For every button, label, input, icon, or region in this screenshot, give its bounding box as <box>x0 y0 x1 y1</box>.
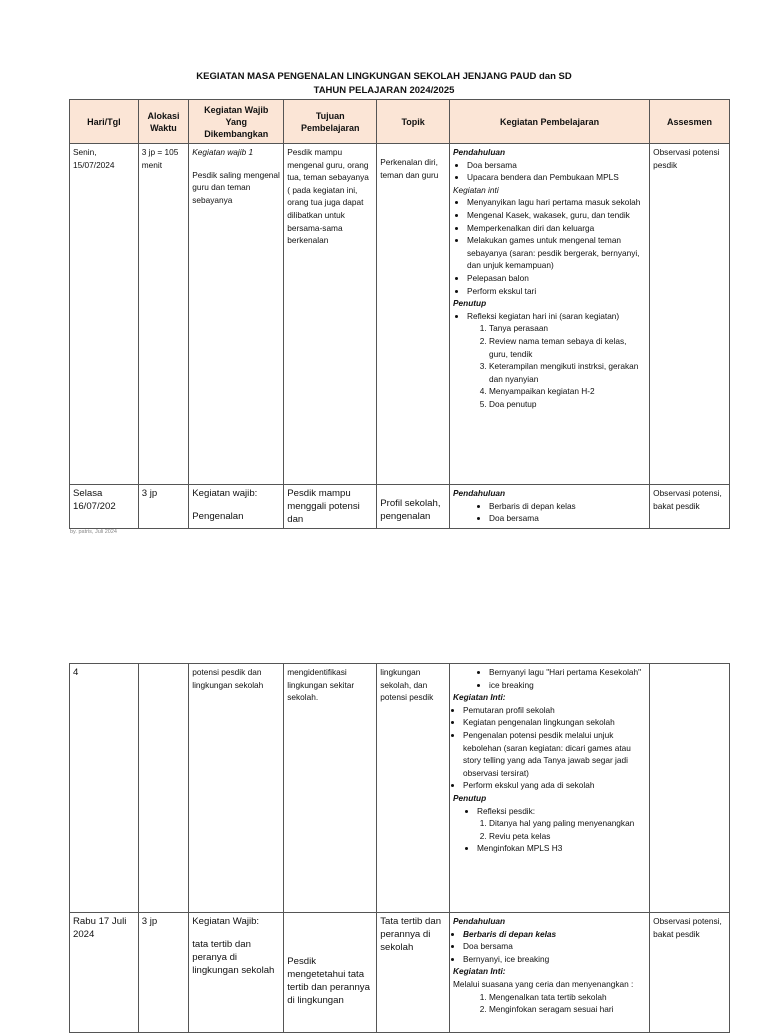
list-item: 4. Menyampaikan kegiatan H-2 <box>489 385 646 398</box>
header-assesmen: Assesmen <box>650 100 730 144</box>
list-item: • Bernyanyi lagu "Hari pertama Kesekolah" <box>489 666 646 679</box>
time-cell: 3 jp <box>138 913 189 1033</box>
day-cell: 4 <box>70 664 139 913</box>
assesmen-cell: Observasi potensi, bakat pesdik <box>650 913 730 1033</box>
list-item: • Refleksi pesdik: <box>477 805 646 818</box>
kegiatan-cell: Pendahuluan • Doa bersama • Upacara bendera dan Pembukaan MPLS Kegiatan inti • Menyanyikan lagu hari pertama masuk sekolah • Mengenal Kasek, wakasek, guru, dan tendik • Memperkenalkan diri dan keluarga • Melakukan games untuk mengenal teman sebayanya (saran: pesdik bergerak, bernyanyi, dan unjuk kemampuan) • Pelepasan balon • Perform ekskul tari Penutup • Refleksi kegiatan hari ini (saran kegiatan) 1. Tanya perasaan 2. Review nama teman sebaya di kelas, guru, tendik 3. Keterampilan mengikuti instrksi, gerakan dan nyanyian 4. Menyampaikan kegiatan H-2 5. Doa penutup <box>450 144 650 485</box>
list-item: • Berbaris di depan kelas <box>489 500 646 513</box>
list-item: • Perform ekskul tari <box>467 285 646 298</box>
list-item: • Doa bersama <box>489 512 646 525</box>
list-item: 2. Review nama teman sebaya di kelas, guru, tendik <box>489 335 646 360</box>
list-item: 5. Doa penutup <box>489 398 646 411</box>
header-kegiatan: Kegiatan Pembelajaran <box>450 100 650 144</box>
list-item: • Upacara bendera dan Pembukaan MPLS <box>467 171 646 184</box>
list-item: • Kegiatan pengenalan lingkungan sekolah <box>463 716 646 729</box>
document-title: KEGIATAN MASA PENGENALAN LINGKUNGAN SEKOLAH JENJANG PAUD dan SD <box>196 71 572 82</box>
topik-cell: Perkenalan diri, teman dan guru <box>377 144 450 485</box>
assesmen-cell <box>650 664 730 913</box>
kegiatan-cell: Pendahuluan • Berbaris di depan kelas • Doa bersama <box>450 485 650 529</box>
list-item: • Mengenal Kasek, wakasek, guru, dan tendik <box>467 209 646 222</box>
list-item: • Menyanyikan lagu hari pertama masuk sekolah <box>467 196 646 209</box>
list-item: • Menginfokan MPLS H3 <box>477 842 646 855</box>
list-item: • Berbaris di depan kelas <box>463 928 646 941</box>
list-item: 1. Tanya perasaan <box>489 322 646 335</box>
activity-table-page1 <box>69 99 730 529</box>
tujuan-cell: Pesdik mampu menggali potensi dan <box>284 485 377 529</box>
list-item: • ice breaking <box>489 679 646 692</box>
table-header-row <box>70 100 730 144</box>
wajib-cell: Kegiatan wajib: Pengenalan <box>189 485 284 529</box>
kegiatan-cell: Pendahuluan • Berbaris di depan kelas • Doa bersama • Bernyanyi, ice breaking Kegiatan Inti: Melalui suasana yang ceria dan menyenangkan : 1. Mengenalkan tata tertib sekolah 2. Menginfokan seragam sesuai hari <box>450 913 650 1033</box>
day-cell: Senin, 15/07/2024 <box>70 144 139 485</box>
header-time: Alokasi Waktu <box>138 100 189 144</box>
time-cell <box>138 664 189 913</box>
wajib-cell: potensi pesdik dan lingkungan sekolah <box>189 664 284 913</box>
list-item: • Doa bersama <box>467 159 646 172</box>
list-item: 2. Menginfokan seragam sesuai hari <box>489 1003 646 1016</box>
header-day: Hari/Tgl <box>70 100 139 144</box>
list-item: 3. Keterampilan mengikuti instrksi, gerakan dan nyanyian <box>489 360 646 385</box>
wajib-cell: Kegiatan wajib 1 Pesdik saling mengenal guru dan teman sebayanya <box>189 144 284 485</box>
table-row <box>70 144 730 485</box>
topik-cell: Tata tertib dan perannya di sekolah <box>377 913 450 1033</box>
day-cell: Selasa 16/07/202 <box>70 485 139 529</box>
list-item: 1. Ditanya hal yang paling menyenangkan <box>489 817 646 830</box>
topik-cell: lingkungan sekolah, dan potensi pesdik <box>377 664 450 913</box>
assesmen-cell: Observasi potensi pesdik <box>650 144 730 485</box>
list-item: 2. Reviu peta kelas <box>489 830 646 843</box>
header-topik: Topik <box>377 100 450 144</box>
tujuan-cell: mengidentifikasi lingkungan sekitar sekolah. <box>284 664 377 913</box>
list-item: • Perform ekskul yang ada di sekolah <box>463 779 646 792</box>
list-item: • Memperkenalkan diri dan keluarga <box>467 222 646 235</box>
time-cell: 3 jp <box>138 485 189 529</box>
list-item: 1. Mengenalkan tata tertib sekolah <box>489 991 646 1004</box>
list-item: • Melakukan games untuk mengenal teman sebayanya (saran: pesdik bergerak, bernyanyi, dan unjuk kemampuan) <box>467 234 646 272</box>
table-row <box>70 664 730 913</box>
header-tujuan: Tujuan Pembelajaran <box>284 100 377 144</box>
day-cell: Rabu 17 Juli 2024 <box>70 913 139 1033</box>
list-item: • Doa bersama <box>463 940 646 953</box>
header-wajib: Kegiatan Wajib Yang Dikembangkan <box>189 100 284 144</box>
list-item: • Refleksi kegiatan hari ini (saran kegiatan) <box>467 310 646 323</box>
activity-table-page2 <box>69 663 730 1033</box>
kegiatan-cell: • Bernyanyi lagu "Hari pertama Kesekolah" • ice breaking Kegiatan Inti: • Pemutaran profil sekolah • Kegiatan pengenalan lingkungan sekolah • Pengenalan potensi pesdik melalui unjuk kebolehan (saran kegiatan: dicari games atau story telling yang ada Tanya jawab segar jadi observasi tersirat) • Perform ekskul yang ada di sekolah Penutup • Refleksi pesdik: 1. Ditanya hal yang paling menyenangkan 2. Reviu peta kelas • Menginfokan MPLS H3 <box>450 664 650 913</box>
table-row <box>70 485 730 529</box>
document-subtitle: TAHUN PELAJARAN 2024/2025 <box>313 85 455 96</box>
list-item: • Pengenalan potensi pesdik melalui unjuk kebolehan (saran kegiatan: dicari games atau story telling yang ada Tanya jawab segar jadi observasi tersirat) <box>463 729 646 779</box>
tujuan-cell: Pesdik mampu mengenal guru, orang tua, teman sebayanya ( pada kegiatan ini, orang tua juga dapat dilibatkan untuk bersama-sama berkenalan <box>284 144 377 485</box>
table-row <box>70 913 730 1033</box>
topik-cell: Profil sekolah, pengenalan <box>377 485 450 529</box>
wajib-cell: Kegiatan Wajib: tata tertib dan peranya di lingkungan sekolah <box>189 913 284 1033</box>
assesmen-cell: Observasi potensi, bakat pesdik <box>650 485 730 529</box>
list-item: • Pelepasan balon <box>467 272 646 285</box>
time-cell: 3 jp = 105 menit <box>138 144 189 485</box>
footer-credit: by. patris, Juli 2024 <box>70 529 117 535</box>
list-item: • Pemutaran profil sekolah <box>463 704 646 717</box>
tujuan-cell: Pesdik mengetetahui tata tertib dan perannya di lingkungan <box>284 913 377 1033</box>
list-item: • Bernyanyi, ice breaking <box>463 953 646 966</box>
